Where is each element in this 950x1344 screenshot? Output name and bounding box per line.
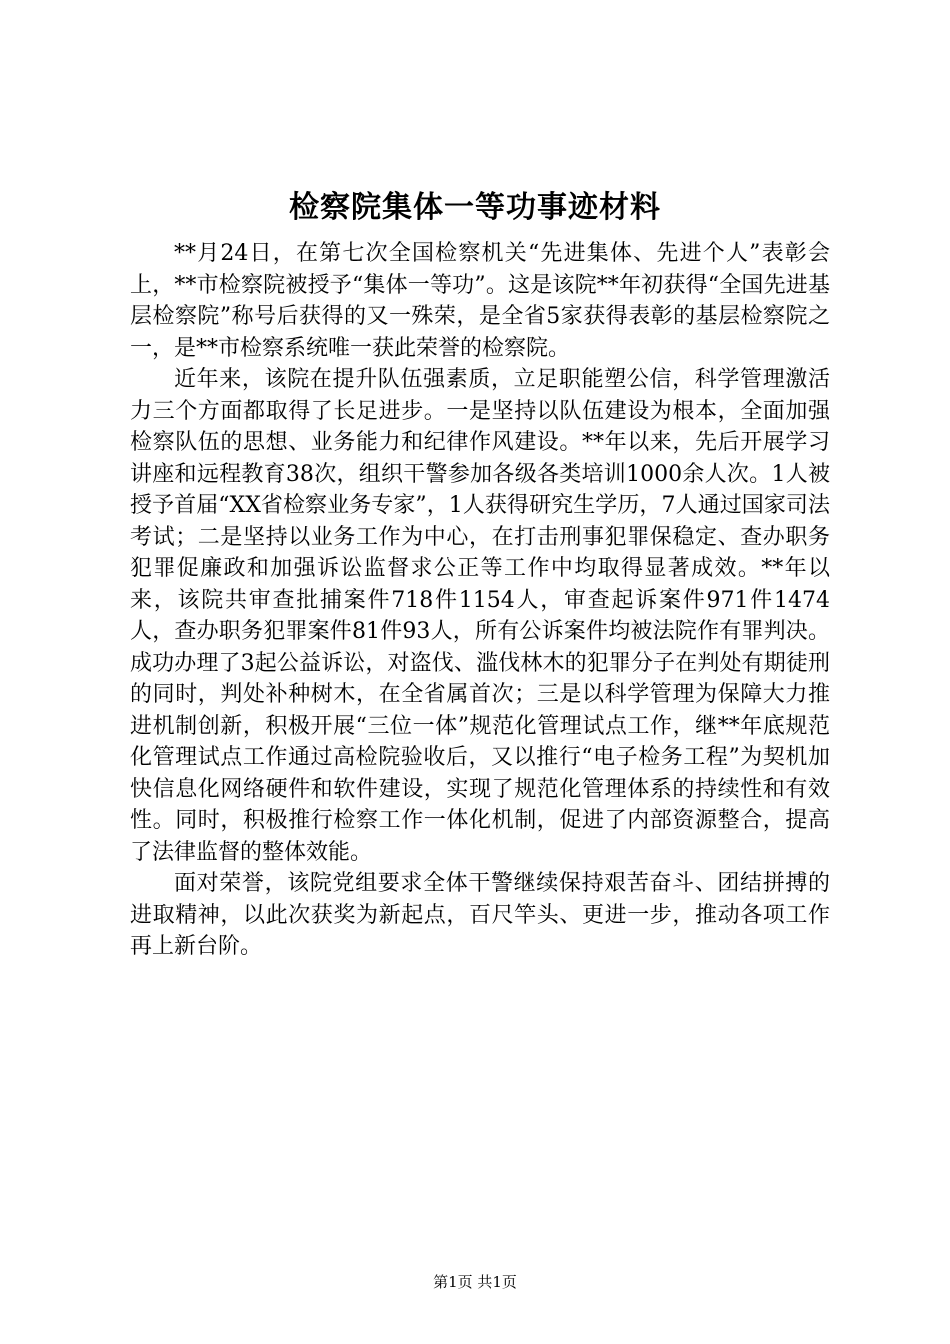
paragraph-outlook: 面对荣誉，该院党组要求全体干警继续保持艰苦奋斗、团结拼搏的进取精神，以此次获奖为新起点，百尺竿头、更进一步，推动各项工作再上新台阶。 — [130, 871, 830, 959]
page-footer: 第1页 共1页 — [433, 1273, 517, 1291]
paragraph-award-announcement: **月24日，在第七次全国检察机关“先进集体、先进个人”表彰会上，**市检察院被授予“集体一等功”。这是该院**年初获得“全国先进基层检察院”称号后获得的又一殊荣，是全省5家获得表彰的基层检察院之一，是**市检察系统唯一获此荣誉的检察院。 — [130, 241, 830, 361]
document-body — [130, 238, 830, 963]
paragraph-achievements: 近年来，该院在提升队伍强素质，立足职能塑公信，科学管理激活力三个方面都取得了长足进步。一是坚持以队伍建设为根本，全面加强检察队伍的思想、业务能力和纪律作风建设。**年以来，先后开展学习讲座和远程教育38次，组织干警参加各级各类培训1000余人次。1人被授予首届“XX省检察业务专家”，1人获得研究生学历，7人通过国家司法考试；二是坚持以业务工作为中心，在打击刑事犯罪保稳定、查办职务犯罪促廉政和加强诉讼监督求公正等工作中均取得显著成效。**年以来，该院共审查批捕案件718件1154人，审查起诉案件971件1474人，查办职务犯罪案件81件93人，所有公诉案件均被法院作有罪判决。成功办理了3起公益诉讼，对盗伐、滥伐林木的犯罪分子在判处有期徒刑的同时，判处补种树木，在全省属首次；三是以科学管理为保障大力推进机制创新，积极开展“三位一体”规范化管理试点工作，继**年底规范化管理试点工作通过高检院验收后，又以推行“电子检务工程”为契机加快信息化网络硬件和软件建设，实现了规范化管理体系的持续性和有效性。同时，积极推行检察工作一体化机制，促进了内部资源整合，提高了法律监督的整体效能。 — [130, 367, 830, 865]
document-title: 检察院集体一等功事迹材料 — [289, 190, 661, 225]
